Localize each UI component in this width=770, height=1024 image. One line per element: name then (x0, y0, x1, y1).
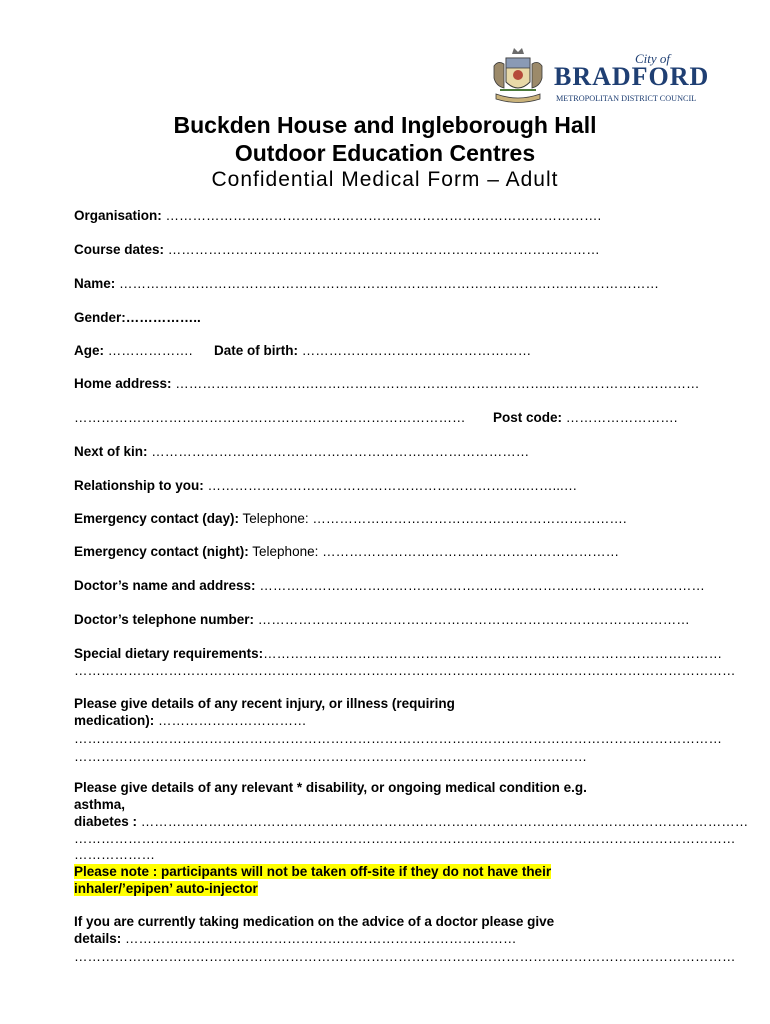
dietary-fill: ………………………………………………………………………………………… (263, 646, 723, 661)
emergency-night-fill: ………………………………………………………… (318, 544, 620, 559)
injury-field[interactable] (74, 713, 307, 728)
note-line-2 (74, 881, 258, 896)
doctor-name-fill: ……………………………………………………………………………………… (255, 578, 705, 593)
medication-line-3-fill: ………………………………………………………………………………………………………………………………… (74, 949, 736, 964)
dob-field[interactable] (214, 343, 531, 358)
injury-line-3[interactable] (74, 731, 722, 746)
emergency-night-telephone: Telephone: (248, 544, 319, 559)
injury-fill: …………………………… (154, 713, 307, 728)
medication-field[interactable] (74, 931, 517, 946)
injury-question-1: Please give details of any recent injury, or illness (requiring (74, 696, 455, 711)
coat-of-arms-icon (486, 44, 550, 108)
next-of-kin-field[interactable] (74, 444, 529, 459)
relationship-fill: ……………………………………………………………..……...… (203, 478, 578, 493)
emergency-day-fill: ……………………………………………………………. (308, 511, 627, 526)
note-highlight-1: Please note : participants will not be taken off-site if they do not have their (74, 864, 552, 879)
injury-line-4[interactable] (74, 749, 587, 764)
disability-line-5-fill: ……………… (74, 847, 155, 862)
post-code-fill: ……………………. (562, 410, 678, 425)
name-label: Name: (74, 276, 116, 291)
organisation-label: Organisation: (74, 208, 162, 223)
disability-line-5[interactable] (74, 847, 155, 862)
address-line-2[interactable] (74, 410, 466, 425)
course-dates-fill: …………………………………………………………………………………… (164, 242, 600, 257)
doctor-name-label: Doctor’s name and address: (74, 578, 256, 593)
doctor-phone-field[interactable] (74, 612, 690, 627)
dietary-label: Special dietary requirements: (74, 646, 264, 661)
form-subtitle: Confidential Medical Form – Adult (211, 168, 559, 191)
dietary-line-2-fill: ………………………………………………………………………………………………………………………………… (74, 663, 736, 678)
medication-fill: …………………………………………………………………………… (121, 931, 517, 946)
age-fill: ………………. (104, 343, 193, 358)
gender-label: Gender:…………….. (74, 310, 201, 325)
dob-label: Date of birth: (214, 343, 298, 358)
home-address-label: Home address: (74, 376, 172, 391)
emergency-day-field[interactable] (74, 511, 627, 526)
disability-label: diabetes : (74, 814, 138, 829)
relationship-label: Relationship to you: (74, 478, 204, 493)
age-field[interactable] (74, 343, 193, 358)
dietary-field[interactable] (74, 646, 722, 661)
home-address-field[interactable] (74, 376, 700, 391)
emergency-day-telephone: Telephone: (239, 511, 309, 526)
title-line-1: Buckden House and Ingleborough Hall (173, 112, 597, 138)
logo-council: METROPOLITAN DISTRICT COUNCIL (556, 94, 697, 103)
post-code-label: Post code: (493, 410, 563, 425)
doctor-phone-label: Doctor’s telephone number: (74, 612, 255, 627)
course-dates-label: Course dates: (74, 242, 165, 257)
emergency-day-label: Emergency contact (day): (74, 511, 240, 526)
dob-fill: …………………………………………… (298, 343, 532, 358)
disability-fill: ……………………………………………………………………………………………………………………… (137, 814, 749, 829)
injury-line-3-fill: ……………………………………………………………………………………………………………………………… (74, 731, 722, 746)
dietary-line-2[interactable] (74, 663, 736, 678)
address-line-2-fill: …………………………………………………………………………… (74, 410, 466, 425)
next-of-kin-label: Next of kin: (74, 444, 148, 459)
injury-line-4-fill: …………………………………………………………………………………………………… (74, 749, 587, 764)
emergency-night-label: Emergency contact (night): (74, 544, 249, 559)
note-highlight-2: inhaler/’epipen’ auto-injector (74, 881, 258, 896)
title-line-2: Outdoor Education Centres (234, 140, 536, 166)
doctor-phone-fill: …………………………………………………………………………………… (254, 612, 690, 627)
next-of-kin-fill: ………………………………………………………………………… (147, 444, 530, 459)
disability-question-2: asthma, (74, 797, 126, 812)
injury-label: medication): (74, 713, 155, 728)
age-label: Age: (74, 343, 104, 358)
note-line-1 (74, 864, 551, 879)
post-code-field[interactable] (493, 410, 678, 425)
gender-field[interactable] (74, 310, 201, 325)
logo-bradford: BRADFORD (554, 62, 710, 91)
home-address-fill: ………………………….……………………………………………..…………………………… (171, 376, 700, 391)
disability-line-4[interactable] (74, 831, 736, 846)
disability-question-1: Please give details of any relevant * disability, or ongoing medical condition e.g. (74, 780, 587, 795)
medication-question-1: If you are currently taking medication on the advice of a doctor please give (74, 914, 555, 929)
disability-line-4-fill: ………………………………………………………………………………………………………………………………… (74, 831, 736, 846)
medication-label: details: (74, 931, 122, 946)
organisation-field[interactable] (74, 208, 601, 223)
relationship-field[interactable] (74, 478, 577, 493)
name-field[interactable] (74, 276, 659, 291)
name-fill: ………………………………………………………………………………………………………… (115, 276, 660, 291)
doctor-name-field[interactable] (74, 578, 705, 593)
organisation-fill: ……………………………………………………………………………………. (161, 208, 602, 223)
disability-field[interactable] (74, 814, 748, 829)
emergency-night-field[interactable] (74, 544, 619, 559)
medication-line-3[interactable] (74, 949, 736, 964)
logo-city-of: City of (634, 51, 670, 66)
course-dates-field[interactable] (74, 242, 600, 257)
bradford-council-logo (486, 44, 726, 110)
